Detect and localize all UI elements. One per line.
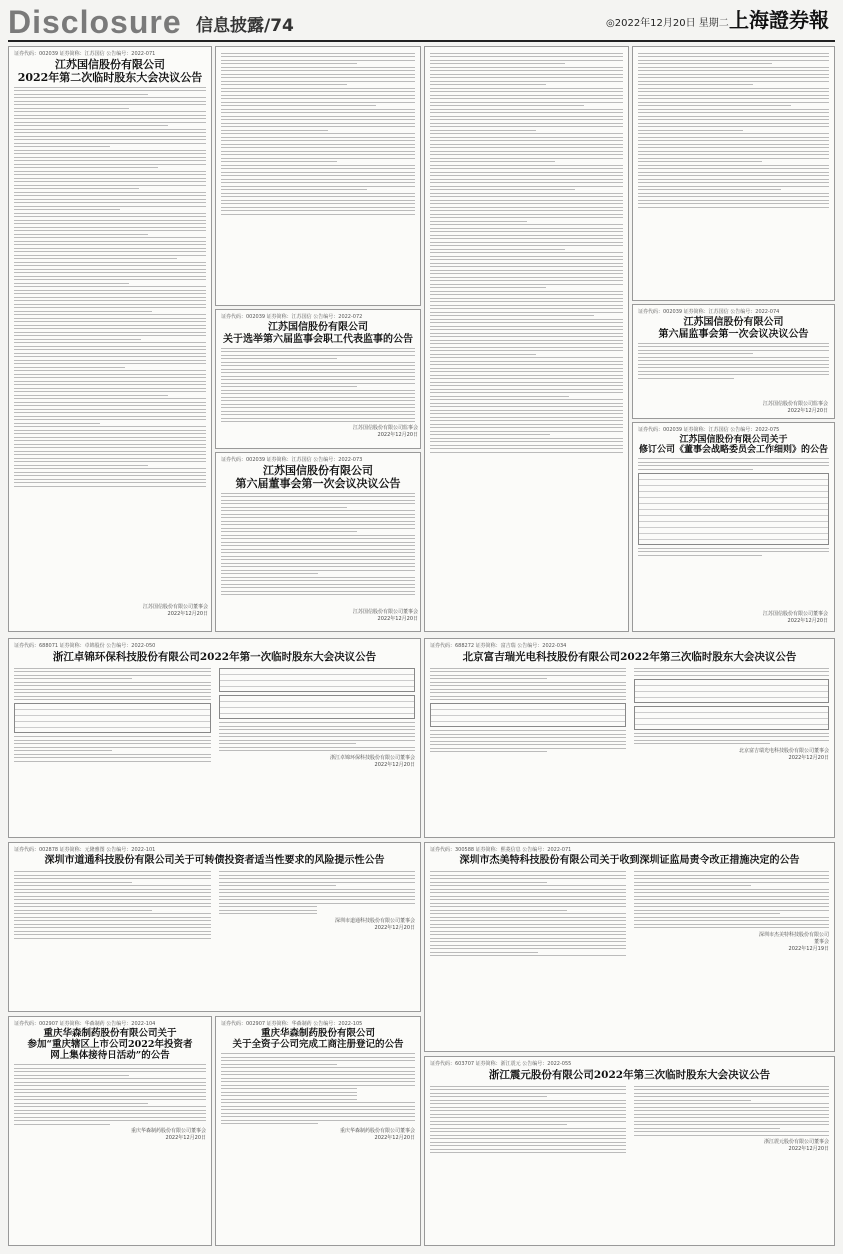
notice-signature: 江苏国信股份有限公司监事会 2022年12月20日 <box>352 425 418 438</box>
notice-daotong-risk <box>8 842 421 1012</box>
notice-code: 证券代码：002907 证券简称：华森制药 公告编号：2022-105 <box>221 1021 363 1027</box>
notice-signature: 深圳市杰美特科技股份有限公司 董事会 2022年12月19日 <box>758 931 829 952</box>
notice-code: 证券代码：002878 证券简称：元隆雅图 公告编号：2022-101 <box>14 847 156 853</box>
notice-signature: 浙江震元股份有限公司董事会 2022年12月20日 <box>763 1139 829 1153</box>
notice-zhuojin-egm <box>8 638 421 838</box>
notice-title: 江苏国信股份有限公司关于 修订公司《董事会战略委员会工作细则》的公告 <box>638 435 828 456</box>
notice-code: 证券代码：002039 证券简称：江苏国信 公告编号：2022-073 <box>221 457 363 463</box>
section-wordmark: Disclosure <box>8 4 182 40</box>
notice-code: 证券代码：300588 证券简称：熙菱信息 公告编号：2022-071 <box>430 847 572 853</box>
notice-title: 深圳市杰美特科技股份有限公司关于收到深圳证监局责令改正措施决定的公告 <box>459 855 800 866</box>
notice-title: 浙江震元股份有限公司2022年第三次临时股东大会决议公告 <box>488 1069 771 1081</box>
notice-body <box>14 87 206 487</box>
section-title: 信息披露/74 <box>196 16 294 36</box>
notice-code: 证券代码：002039 证券简称：江苏国信 公告编号：2022-074 <box>638 309 780 315</box>
notice-title: 江苏国信股份有限公司 第六届董事会第一次会议决议公告 <box>235 464 401 490</box>
notice-jiemeite-csrc <box>424 842 835 1052</box>
notice-page <box>8 46 835 1246</box>
notice-title: 深圳市道通科技股份有限公司关于可转债投资者适当性要求的风险提示性公告 <box>44 855 385 866</box>
revision-table <box>638 473 829 545</box>
notice-title: 重庆华森制药股份有限公司 关于全资子公司完成工商注册登记的公告 <box>232 1028 404 1050</box>
notice-signature: 江苏国信股份有限公司监事会 2022年12月20日 <box>762 401 828 414</box>
notice-code: 证券代码：688071 证券简称：卓锦股份 公告编号：2022-050 <box>14 643 156 649</box>
notice-code: 证券代码：002039 证券简称：江苏国信 公告编号：2022-075 <box>638 427 780 433</box>
notice-code: 证券代码：603707 证券简称：浙江震元 公告编号：2022-055 <box>430 1061 572 1067</box>
notice-jsgx-board <box>215 452 421 632</box>
notice-signature: 江苏国信股份有限公司董事会 2022年12月20日 <box>142 604 208 617</box>
notice-code: 证券代码：002039 证券简称：江苏国信 公告编号：2022-072 <box>221 314 363 320</box>
notice-signature: 重庆华森制药股份有限公司董事会 2022年12月20日 <box>130 1128 206 1142</box>
notice-code: 证券代码：002907 证券简称：华森制药 公告编号：2022-104 <box>14 1021 156 1027</box>
notice-signature: 江苏国信股份有限公司董事会 2022年12月20日 <box>352 609 418 622</box>
notice-title: 浙江卓锦环保科技股份有限公司2022年第一次临时股东大会决议公告 <box>52 651 377 663</box>
notice-fujirui-egm <box>424 638 835 838</box>
notice-title: 江苏国信股份有限公司 第六届监事会第一次会议决议公告 <box>658 317 809 340</box>
page-header <box>0 0 843 40</box>
notice-signature: 浙江卓锦环保科技股份有限公司董事会 2022年12月20日 <box>329 754 415 768</box>
issue-date: ◎2022年12月20日 星期二 <box>606 18 729 29</box>
notice-title: 江苏国信股份有限公司 2022年第二次临时股东大会决议公告 <box>17 58 203 84</box>
notice-title: 北京富吉瑞光电科技股份有限公司2022年第三次临时股东大会决议公告 <box>462 651 797 663</box>
header-rule <box>8 40 835 42</box>
notice-jsgx-strategy-committee <box>632 422 835 632</box>
notice-signature: 深圳市道通科技股份有限公司董事会 2022年12月20日 <box>334 917 415 931</box>
notice-continuation-col3 <box>424 46 629 632</box>
notice-continuation-col2 <box>215 46 421 306</box>
notice-huasen-subsidiary <box>215 1016 421 1246</box>
notice-continuation-col4 <box>632 46 835 301</box>
notice-zhenyuan-egm <box>424 1056 835 1246</box>
notice-signature: 江苏国信股份有限公司董事会 2022年12月20日 <box>762 611 828 624</box>
notice-huasen-investor-day <box>8 1016 212 1246</box>
notice-title: 重庆华森制药股份有限公司关于 参加“重庆辖区上市公司2022年投资者 网上集体接待日活动”的公告 <box>27 1028 193 1061</box>
newspaper-logo: 上海證券報 <box>729 8 829 32</box>
notice-signature: 重庆华森制药股份有限公司董事会 2022年12月20日 <box>339 1127 415 1141</box>
notice-jsgx-egm <box>8 46 212 632</box>
notice-code: 证券代码：688272 证券简称：富吉瑞 公告编号：2022-034 <box>430 643 567 649</box>
notice-signature: 北京富吉瑞光电科技股份有限公司董事会 2022年12月20日 <box>738 747 829 761</box>
notice-title: 江苏国信股份有限公司 关于选举第六届监事会职工代表监事的公告 <box>223 322 413 345</box>
notice-code: 证券代码：002039 证券简称：江苏国信 公告编号：2022-071 <box>14 51 156 57</box>
